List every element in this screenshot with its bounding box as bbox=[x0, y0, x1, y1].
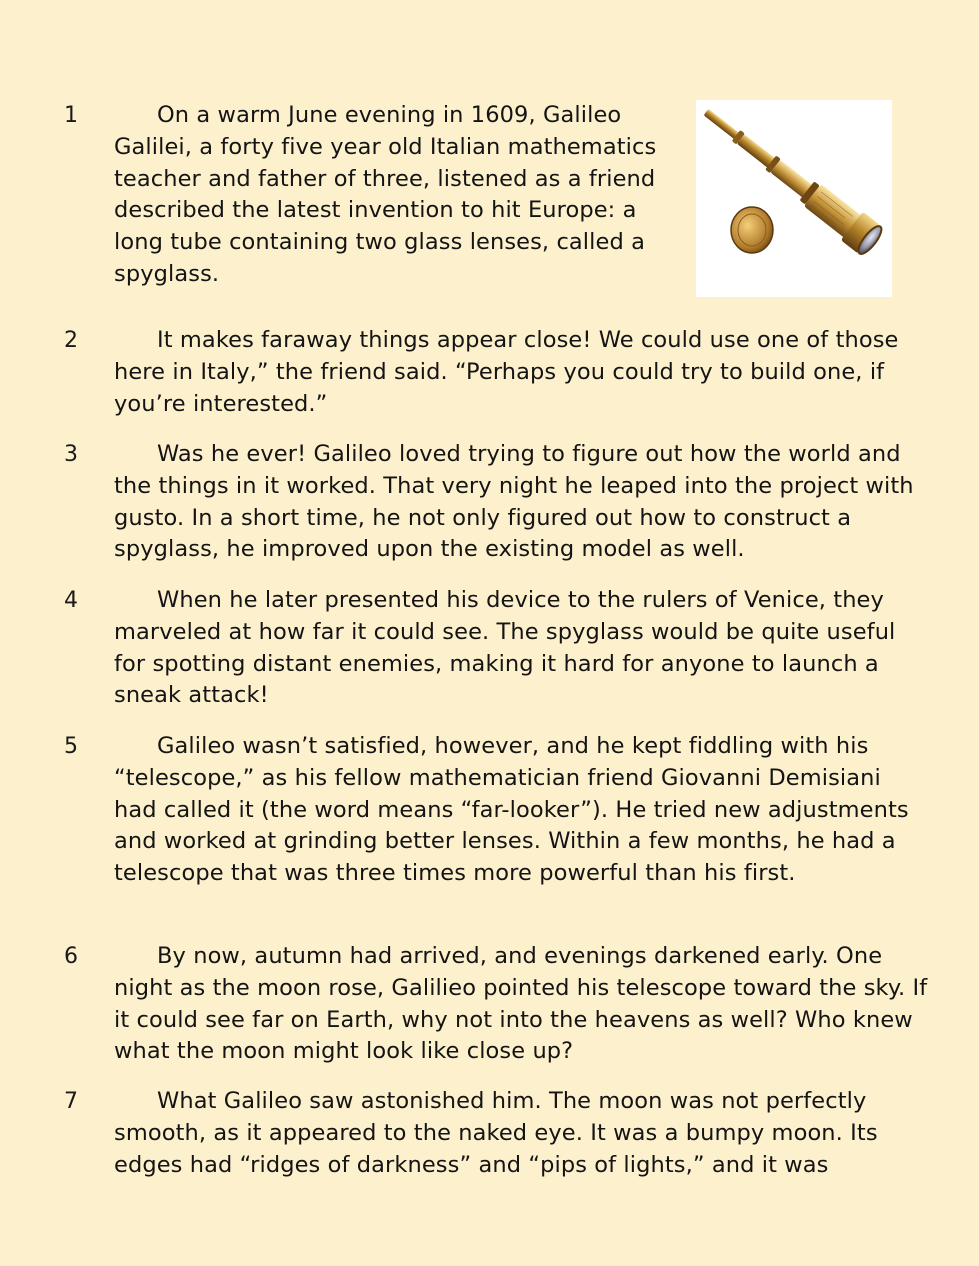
spyglass-image bbox=[696, 100, 892, 297]
paragraph-number: 1 bbox=[64, 103, 78, 128]
paragraph-number: 6 bbox=[64, 944, 78, 969]
paragraph-text: When he later presented his device to the rulers of Venice, they marveled at how far it could see. The spyglass would be quite useful for spotting distant enemies, making it hard for anyone to launch a sneak attack! bbox=[114, 587, 896, 709]
paragraph-text: On a warm June evening in 1609, Galileo Galilei, a forty five year old Italian mathematics teacher and father of three, listened as a friend described the latest invention to hit Europe: a long tube containing two glass lenses, called a spyglass. bbox=[114, 102, 657, 287]
paragraph-text: By now, autumn had arrived, and evenings darkened early. One night as the moon rose, Galilieo pointed his telescope toward the sky. If it could see far on Earth, why not into the heavens as well? Who knew what the moon might look like close up? bbox=[114, 943, 928, 1065]
paragraph-text: Was he ever! Galileo loved trying to figure out how the world and the things in it worked. That very night he leaped into the project with gusto. In a short time, he not only figured out how to construct a spyglass, he improved upon the existing model as well. bbox=[114, 441, 914, 563]
paragraph-number: 3 bbox=[64, 442, 78, 467]
paragraph-text: What Galileo saw astonished him. The moon was not perfectly smooth, as it appeared to the naked eye. It was a bumpy moon. Its edges had “ridges of darkness” and “pips of lights,” and it was bbox=[114, 1088, 878, 1178]
paragraph-number: 4 bbox=[64, 588, 78, 613]
paragraph-number: 2 bbox=[64, 328, 78, 353]
paragraph-number: 5 bbox=[64, 734, 78, 759]
paragraph-text: It makes faraway things appear close! We could use one of those here in Italy,” the friend said. “Perhaps you could try to build one, if you’re interested.” bbox=[114, 327, 899, 417]
paragraph-text: Galileo wasn’t satisfied, however, and he kept fiddling with his “telescope,” as his fellow mathematician friend Giovanni Demisiani had called it (the word means “far-looker”). He tried new adjustments and worked at grinding better lenses. Within a few months, he had a telescope that was three times more powerful than his first. bbox=[114, 733, 909, 887]
paragraph-number: 7 bbox=[64, 1089, 78, 1114]
